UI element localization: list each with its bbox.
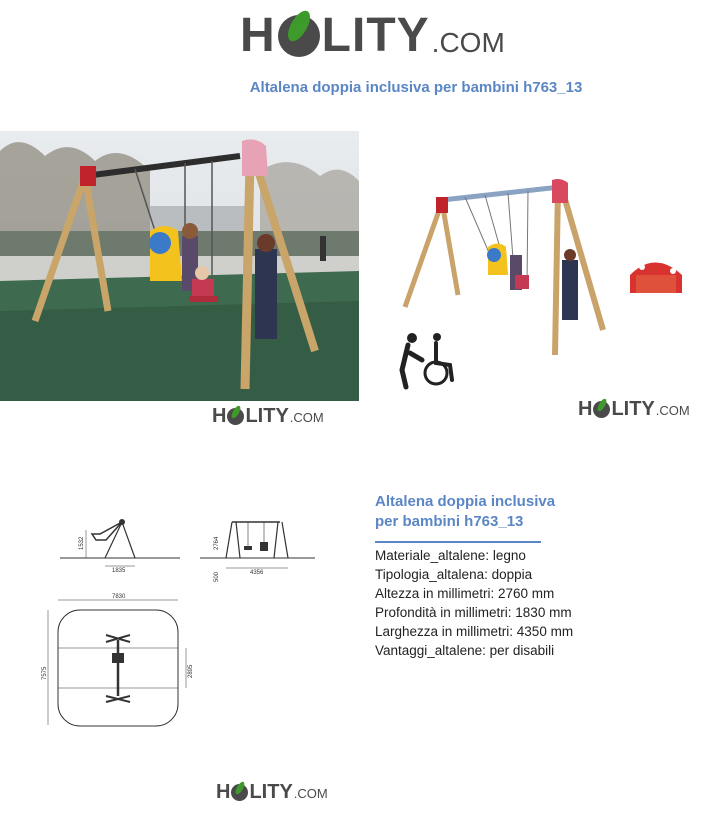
logo-o-icon [278, 15, 320, 57]
logo-o-icon [227, 408, 244, 425]
spec-item: Tipologia_altalena: doppia [375, 567, 533, 582]
technical-drawings [40, 510, 340, 740]
dim-plan-width: 7830 [112, 594, 126, 600]
spec-item: Vantaggi_altalene: per disabili [375, 643, 555, 658]
spec-list [375, 546, 573, 660]
product-render [390, 175, 690, 395]
dim-front-width: 4356 [250, 570, 264, 576]
logo-text-com: .COM [293, 786, 328, 801]
dim-side-height: 1532 [79, 536, 85, 550]
dim-plan-depth: 7575 [42, 666, 48, 680]
logo-text-lity: LITY [321, 9, 430, 62]
spec-title-line1: Altalena doppia inclusiva [375, 493, 556, 510]
logo-o-icon [231, 784, 248, 801]
holity-logo-small[interactable] [216, 782, 328, 802]
logo-text-h: H [216, 781, 231, 803]
dim-front-depth: 500 [214, 571, 220, 582]
logo-text-com: .COM [431, 27, 505, 58]
page-title: Altalena doppia inclusiva per bambini h763_13 [249, 79, 583, 96]
wheelchair-icon [402, 333, 452, 387]
logo-text-com: .COM [289, 410, 324, 425]
holity-logo-small[interactable] [212, 406, 324, 426]
logo-text-lity: LITY [249, 781, 293, 803]
spec-item: Altezza in millimetri: 2760 mm [375, 586, 555, 601]
product-photo [0, 131, 359, 401]
logo-text-lity: LITY [245, 405, 289, 427]
spec-title-line2: per bambini h763_13 [375, 513, 524, 530]
spec-item: Larghezza in millimetri: 4350 mm [375, 624, 574, 639]
dim-plan-inner: 2895 [188, 664, 194, 678]
logo-text-com: .COM [655, 403, 690, 418]
holity-logo[interactable] [240, 9, 505, 62]
spec-title [375, 492, 635, 532]
dim-side-width: 1835 [112, 568, 126, 574]
logo-text-h: H [240, 9, 276, 62]
logo-text-lity: LITY [611, 398, 655, 420]
holity-logo-small[interactable] [578, 399, 690, 419]
spec-divider [375, 541, 541, 543]
dim-front-height: 2764 [214, 536, 220, 550]
spec-item: Profondità in millimetri: 1830 mm [375, 605, 572, 620]
logo-o-icon [593, 401, 610, 418]
logo-text-h: H [212, 405, 227, 427]
spec-item: Materiale_altalene: legno [375, 548, 526, 563]
logo-text-h: H [578, 398, 593, 420]
